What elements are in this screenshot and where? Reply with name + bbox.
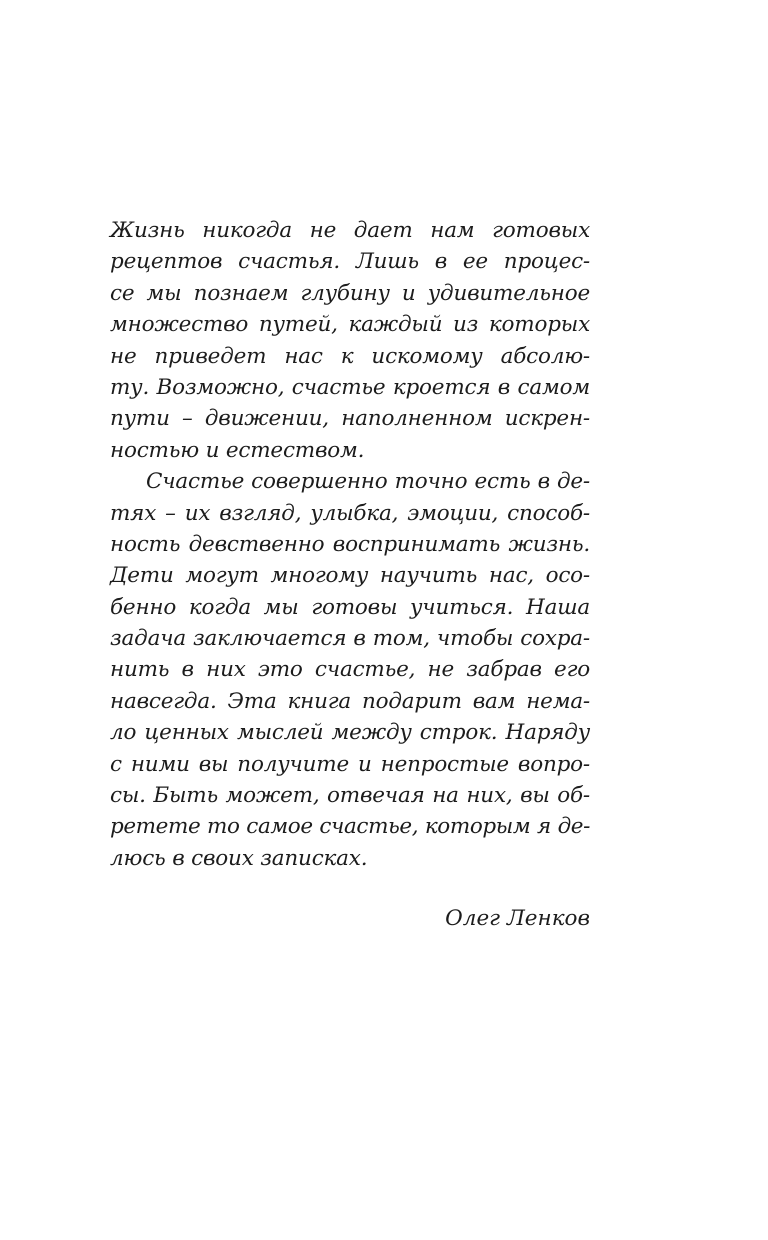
text-line: люсь в своих записках. [110, 845, 368, 871]
text-line: Счастье совершенно точно есть в де- [146, 469, 590, 495]
paragraph-2 [110, 466, 590, 874]
text-line: нить в них это счастье, не забрав его [110, 657, 590, 683]
paragraph-1 [110, 215, 590, 466]
text-line: Жизнь никогда не дает нам готовых [110, 218, 590, 243]
text-line: тях – их взгляд, улыбка, эмоции, способ- [110, 500, 590, 526]
text-line: навсегда. Эта книга подарит вам нема- [110, 688, 590, 714]
text-line: рецептов счастья. Лишь в ее процес- [110, 249, 590, 275]
text-line: бенно когда мы готовы учиться. Наша [110, 594, 590, 620]
text-line: ло ценных мыслей между строк. Наряду [110, 720, 590, 746]
text-line: ретете то самое счастье, которым я де- [110, 814, 590, 840]
text-line: сы. Быть может, отвечая на них, вы об- [110, 783, 590, 809]
text-line: задача заключается в том, чтобы сохра- [110, 626, 590, 652]
text-line: се мы познаем глубину и удивительное [110, 280, 590, 306]
text-line: ту. Возможно, счастье кроется в самом [110, 374, 590, 400]
text-line: ностью и естеством. [110, 437, 365, 463]
text-line: множество путей, каждый из которых [110, 312, 590, 338]
author-signature: Олег Ленков [445, 906, 590, 931]
text-line: с ними вы получите и непростые вопро- [110, 751, 590, 777]
preface-text [110, 215, 590, 874]
text-line: ность девственно воспринимать жизнь. [110, 531, 590, 557]
text-line: пути – движении, наполненном искрен- [110, 406, 590, 432]
text-line: Дети могут многому научить нас, осо- [110, 563, 590, 589]
text-line: не приведет нас к искомому абсолю- [110, 343, 590, 369]
